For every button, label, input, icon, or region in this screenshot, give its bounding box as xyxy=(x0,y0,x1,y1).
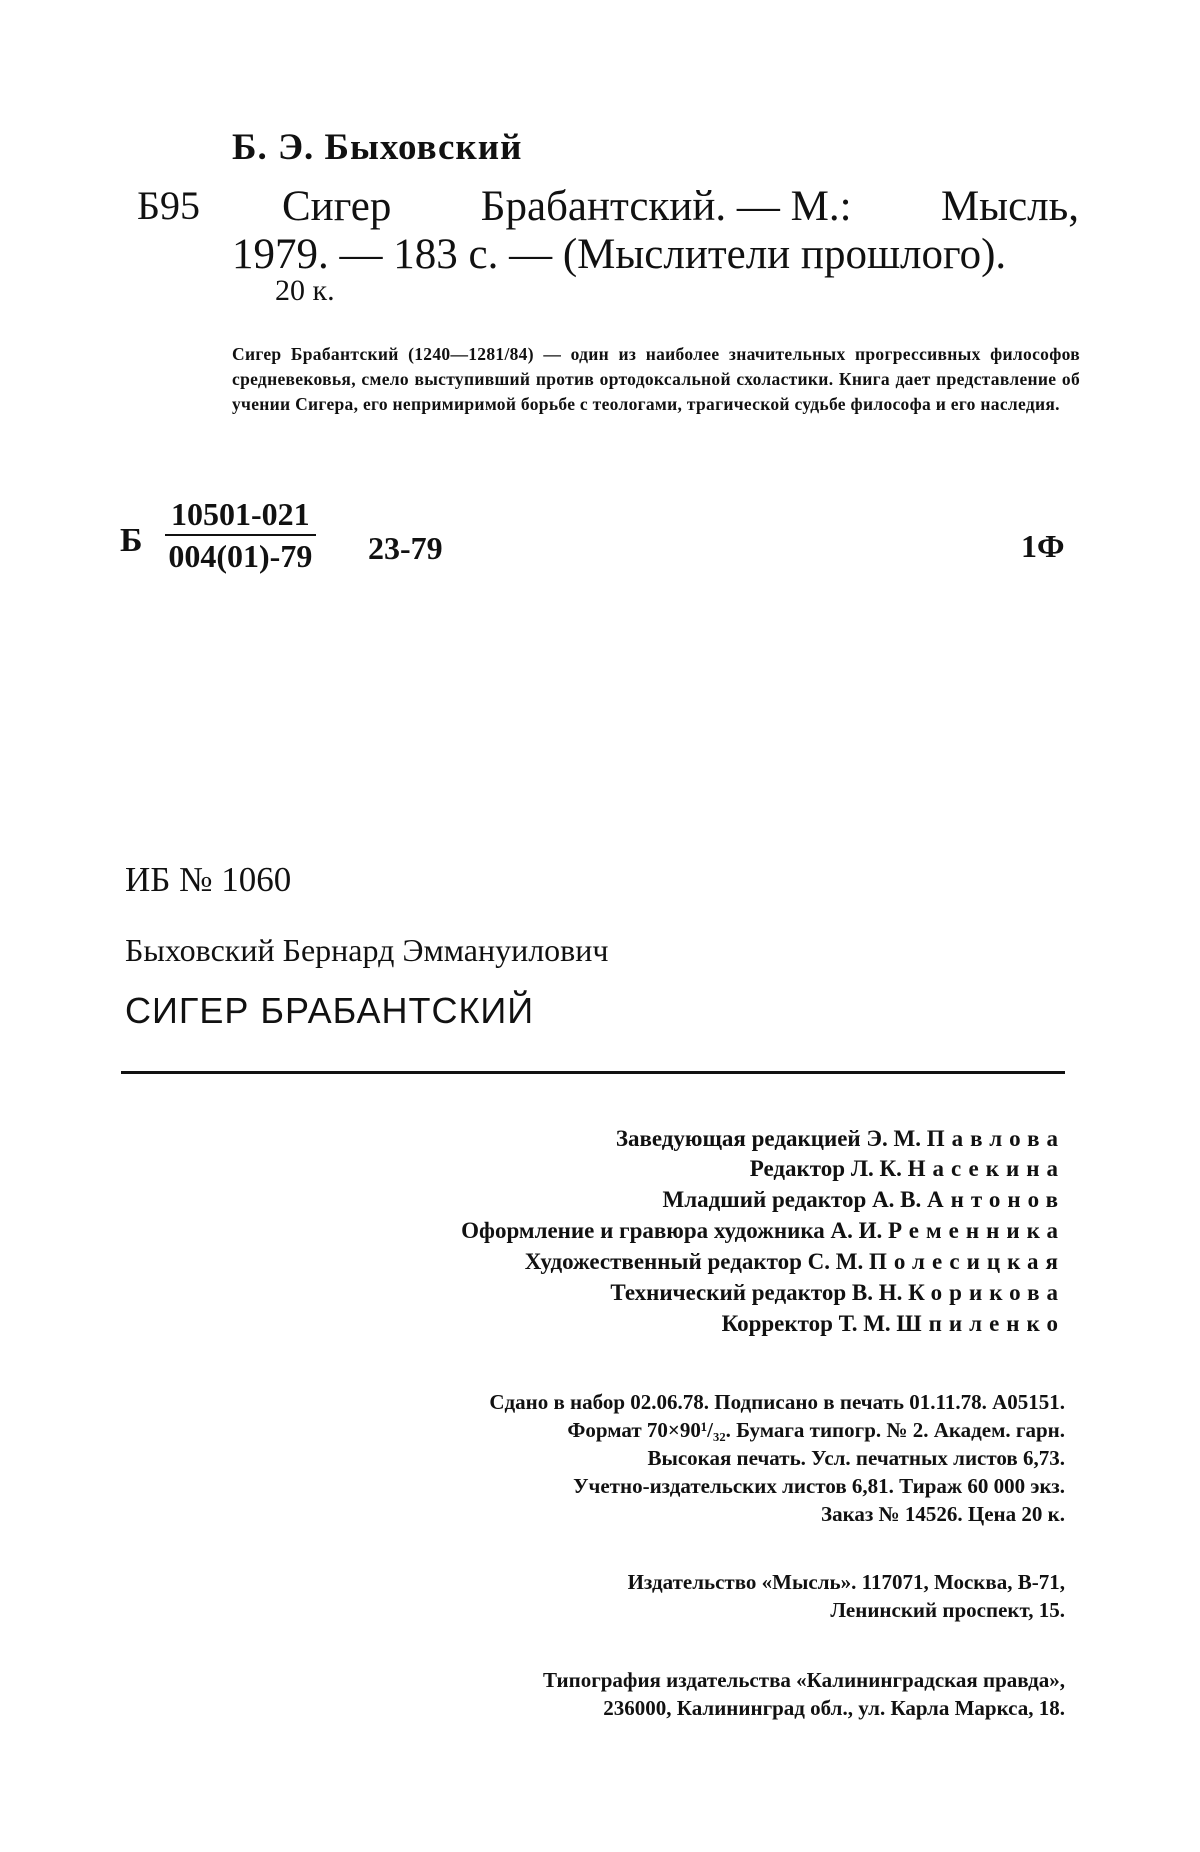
printing-line: Формат 70×90¹/₃₂. Бумага типогр. № 2. Академ. гарн. xyxy=(567,1418,1065,1442)
printing-line: Сдано в набор 02.06.78. Подписано в печать 01.11.78. А05151. xyxy=(489,1390,1065,1414)
divider xyxy=(121,1071,1065,1074)
title-word: Мысль, xyxy=(940,183,1079,230)
credit-name: Шпиленко xyxy=(896,1311,1065,1336)
credit-line xyxy=(461,1218,1065,1244)
credit-role: Корректор Т. М. xyxy=(721,1311,891,1336)
title-word: Брабантский. — М.: xyxy=(480,183,852,230)
index-suffix: 23-79 xyxy=(368,530,443,566)
credit-role: Оформление и гравюра художника А. И. xyxy=(461,1218,883,1243)
bibliographic-code: Б95 xyxy=(137,183,200,228)
publisher-line: Ленинский проспект, 15. xyxy=(830,1598,1065,1622)
printer-line: 236000, Калининград обл., ул. Карла Маркса, 18. xyxy=(603,1696,1065,1720)
credit-role: Художественный редактор С. М. xyxy=(524,1249,864,1274)
credit-line xyxy=(616,1126,1065,1152)
book-title: СИГЕР БРАБАНТСКИЙ xyxy=(125,990,535,1031)
credit-name: Ременника xyxy=(888,1218,1065,1243)
credit-line xyxy=(750,1156,1065,1182)
title-word: Сигер xyxy=(282,183,392,230)
credit-role: Технический редактор В. Н. xyxy=(610,1280,903,1305)
printing-line: Высокая печать. Усл. печатных листов 6,73. xyxy=(647,1446,1065,1470)
annotation-text: Сигер Брабантский (1240—1281/84) — один из наиболее значительных прогрессивных философов средневековья, смело выступивший против ортодоксальной схоластики. Книга дает представление об учении Сигера, его непримиримой борьбе с теологами, трагической судьбе философа и его наследия. xyxy=(232,344,1080,414)
credit-line xyxy=(722,1311,1065,1337)
index-letter: Б xyxy=(120,522,143,559)
index-code: 1Ф xyxy=(1021,528,1065,564)
author-full-name: Быховский Бернард Эммануилович xyxy=(125,932,609,968)
credit-name: Полесицкая xyxy=(868,1249,1065,1274)
bibliographic-title-line xyxy=(282,182,1079,231)
printing-line: Заказ № 14526. Цена 20 к. xyxy=(820,1502,1065,1526)
index-denominator: 004(01)-79 xyxy=(168,538,313,574)
credit-line xyxy=(525,1249,1065,1275)
credit-role: Редактор Л. К. xyxy=(749,1156,902,1181)
author-heading: Б. Э. Быховский xyxy=(232,127,523,168)
publisher-line: Издательство «Мысль». 117071, Москва, В-71, xyxy=(627,1570,1065,1594)
ib-number: ИБ № 1060 xyxy=(125,860,292,899)
credit-name: Корикова xyxy=(908,1280,1065,1305)
credit-name: Павлова xyxy=(926,1126,1065,1151)
printer-line: Типография издательства «Калининградская правда», xyxy=(543,1668,1065,1692)
credit-name: Насекина xyxy=(907,1156,1065,1181)
bibliographic-price: 20 к. xyxy=(275,274,335,307)
printing-line: Учетно-издательских листов 6,81. Тираж 60 000 экз. xyxy=(573,1474,1065,1498)
credit-role: Младший редактор А. В. xyxy=(662,1187,922,1212)
credit-line xyxy=(663,1187,1065,1213)
index-fraction xyxy=(165,496,316,574)
bibliographic-details-line: 1979. — 183 с. — (Мыслители прошлого). xyxy=(232,231,1007,278)
credit-line xyxy=(610,1280,1065,1306)
credit-role: Заведующая редакцией Э. М. xyxy=(615,1126,921,1151)
credit-name: Антонов xyxy=(927,1187,1065,1212)
index-numerator: 10501-021 xyxy=(165,496,316,536)
